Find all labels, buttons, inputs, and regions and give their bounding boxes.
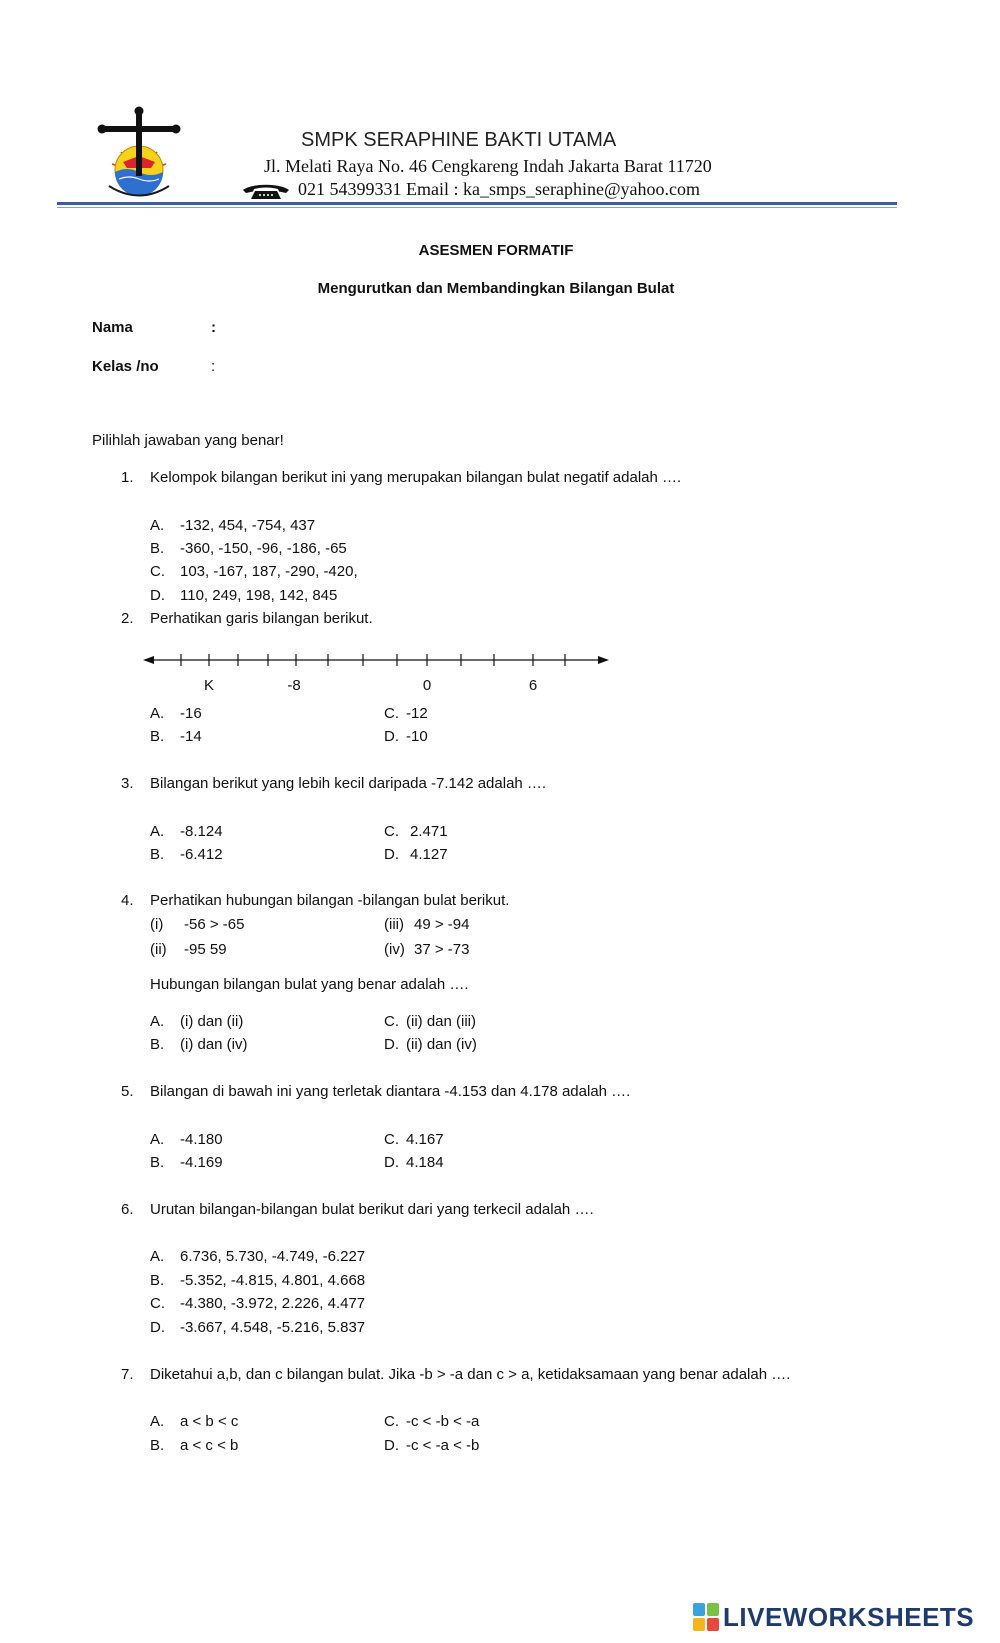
option-value: -8.124 xyxy=(180,823,223,840)
option-letter: B. xyxy=(150,728,165,745)
option-value: -10 xyxy=(406,728,428,745)
option-letter: B. xyxy=(150,1437,165,1454)
header-rule-thick xyxy=(57,202,897,205)
liveworksheets-wordmark: LIVEWORKSHEETS xyxy=(723,1602,975,1632)
option-value: 110, 249, 198, 142, 845 xyxy=(180,587,338,604)
option-value: 103, -167, 187, -290, -420, xyxy=(180,563,358,580)
option-letter: C. xyxy=(384,1413,399,1430)
option-value: -360, -150, -96, -186, -65 xyxy=(180,540,347,557)
number-line-label: -8 xyxy=(287,677,301,694)
option-value: -4.180 xyxy=(180,1131,223,1148)
question-number: 3. xyxy=(121,775,134,792)
option-letter: A. xyxy=(150,823,165,840)
option-letter: A. xyxy=(150,1413,165,1430)
option-letter: D. xyxy=(150,587,165,604)
option-value: -4.380, -3.972, 2.226, 4.477 xyxy=(180,1295,366,1312)
option-letter: C. xyxy=(384,823,399,840)
statement-label: (iii) xyxy=(384,916,404,933)
number-line-right-arrow xyxy=(598,656,609,664)
question-text: Urutan bilangan-bilangan bulat berikut dari yang terkecil adalah …. xyxy=(150,1201,594,1218)
page-subtitle: Mengurutkan dan Membandingkan Bilangan Bulat xyxy=(317,280,675,297)
page-title: ASESMEN FORMATIF xyxy=(418,242,574,259)
statement-value: 49 > -94 xyxy=(414,916,470,933)
option-letter: D. xyxy=(384,1437,399,1454)
option-value: 4.167 xyxy=(406,1131,444,1148)
option-letter: B. xyxy=(150,540,165,557)
option-value: 6.736, 5.730, -4.749, -6.227 xyxy=(180,1248,366,1265)
option-value: -6.412 xyxy=(180,846,223,863)
statement-value: -95 59 xyxy=(184,941,227,958)
question-number: 4. xyxy=(121,892,134,909)
option-letter: D. xyxy=(384,846,399,863)
option-value: -5.352, -4.815, 4.801, 4.668 xyxy=(180,1272,366,1289)
option-value: -3.667, 4.548, -5.216, 5.837 xyxy=(180,1319,366,1336)
option-letter: C. xyxy=(384,705,399,722)
question-text: Perhatikan garis bilangan berikut. xyxy=(150,610,373,627)
question-number: 6. xyxy=(121,1201,134,1218)
school-name: SMPK SERAPHINE BAKTI UTAMA xyxy=(301,129,617,151)
question-number: 7. xyxy=(121,1366,134,1383)
name-colon: : xyxy=(211,319,216,336)
option-value: (i) dan (iv) xyxy=(180,1036,248,1053)
question-text: Bilangan di bawah ini yang terletak diantara -4.153 dan 4.178 adalah …. xyxy=(150,1083,631,1100)
option-letter: A. xyxy=(150,1013,165,1030)
school-logo xyxy=(97,106,181,200)
option-letter: A. xyxy=(150,1131,165,1148)
option-letter: B. xyxy=(150,1036,165,1053)
option-value: -c < -a < -b xyxy=(406,1437,480,1454)
option-letter: C. xyxy=(384,1131,399,1148)
question-text: Perhatikan hubungan bilangan -bilangan bulat berikut. xyxy=(150,892,510,909)
school-contact: 021 54399331 Email : ka_smps_seraphine@yahoo.com xyxy=(298,179,701,199)
statement-label: (ii) xyxy=(150,941,167,958)
question-text: Bilangan berikut yang lebih kecil daripada -7.142 adalah …. xyxy=(150,775,547,792)
option-letter: B. xyxy=(150,1154,165,1171)
option-value: -14 xyxy=(180,728,202,745)
option-value: (i) dan (ii) xyxy=(180,1013,244,1030)
instruction: Pilihlah jawaban yang benar! xyxy=(92,432,284,449)
option-value: a < c < b xyxy=(180,1437,239,1454)
option-value: -16 xyxy=(180,705,202,722)
option-value: 2.471 xyxy=(410,823,448,840)
question-number: 2. xyxy=(121,610,134,627)
option-value: -c < -b < -a xyxy=(406,1413,480,1430)
option-value: (ii) dan (iv) xyxy=(406,1036,477,1053)
option-value: -132, 454, -754, 437 xyxy=(180,517,316,534)
number-line-label: K xyxy=(203,677,215,694)
option-letter: D. xyxy=(150,1319,165,1336)
cross-emblem-icon xyxy=(97,106,181,200)
class-colon: : xyxy=(211,358,216,375)
question-text: Diketahui a,b, dan c bilangan bulat. Jika -b > -a dan c > a, ketidaksamaan yang benar adalah …. xyxy=(150,1366,791,1383)
option-letter: B. xyxy=(150,1272,165,1289)
option-value: -12 xyxy=(406,705,428,722)
question-text: Kelompok bilangan berikut ini yang merupakan bilangan bulat negatif adalah …. xyxy=(150,469,682,486)
option-letter: D. xyxy=(384,1154,399,1171)
name-label: Nama xyxy=(92,319,133,336)
option-letter: C. xyxy=(384,1013,399,1030)
number-line-label: 0 xyxy=(422,677,432,694)
option-value: 4.127 xyxy=(410,846,448,863)
option-value: -4.169 xyxy=(180,1154,223,1171)
option-letter: A. xyxy=(150,1248,165,1265)
option-letter: C. xyxy=(150,1295,165,1312)
option-letter: D. xyxy=(384,728,399,745)
school-address: Jl. Melati Raya No. 46 Cengkareng Indah Jakarta Barat 11720 xyxy=(264,156,712,176)
question-number: 1. xyxy=(121,469,134,486)
option-letter: B. xyxy=(150,846,165,863)
question-number: 5. xyxy=(121,1083,134,1100)
class-label: Kelas /no xyxy=(92,358,159,375)
option-letter: C. xyxy=(150,563,165,580)
statement-label: (iv) xyxy=(384,941,405,958)
statement-value: 37 > -73 xyxy=(414,941,470,958)
header-rule-thin xyxy=(57,207,897,208)
statement-label: (i) xyxy=(150,916,164,933)
option-letter: A. xyxy=(150,517,165,534)
liveworksheets-icon xyxy=(693,1603,719,1631)
option-value: (ii) dan (iii) xyxy=(406,1013,477,1030)
statement-value: -56 > -65 xyxy=(184,916,245,933)
option-value: 4.184 xyxy=(406,1154,444,1171)
option-letter: A. xyxy=(150,705,165,722)
number-line xyxy=(140,648,615,672)
number-line-label: 6 xyxy=(528,677,538,694)
question-follow-up: Hubungan bilangan bulat yang benar adalah …. xyxy=(150,976,469,993)
telephone-icon xyxy=(242,184,290,199)
option-letter: D. xyxy=(384,1036,399,1053)
number-line-left-arrow xyxy=(143,656,154,664)
option-value: a < b < c xyxy=(180,1413,239,1430)
